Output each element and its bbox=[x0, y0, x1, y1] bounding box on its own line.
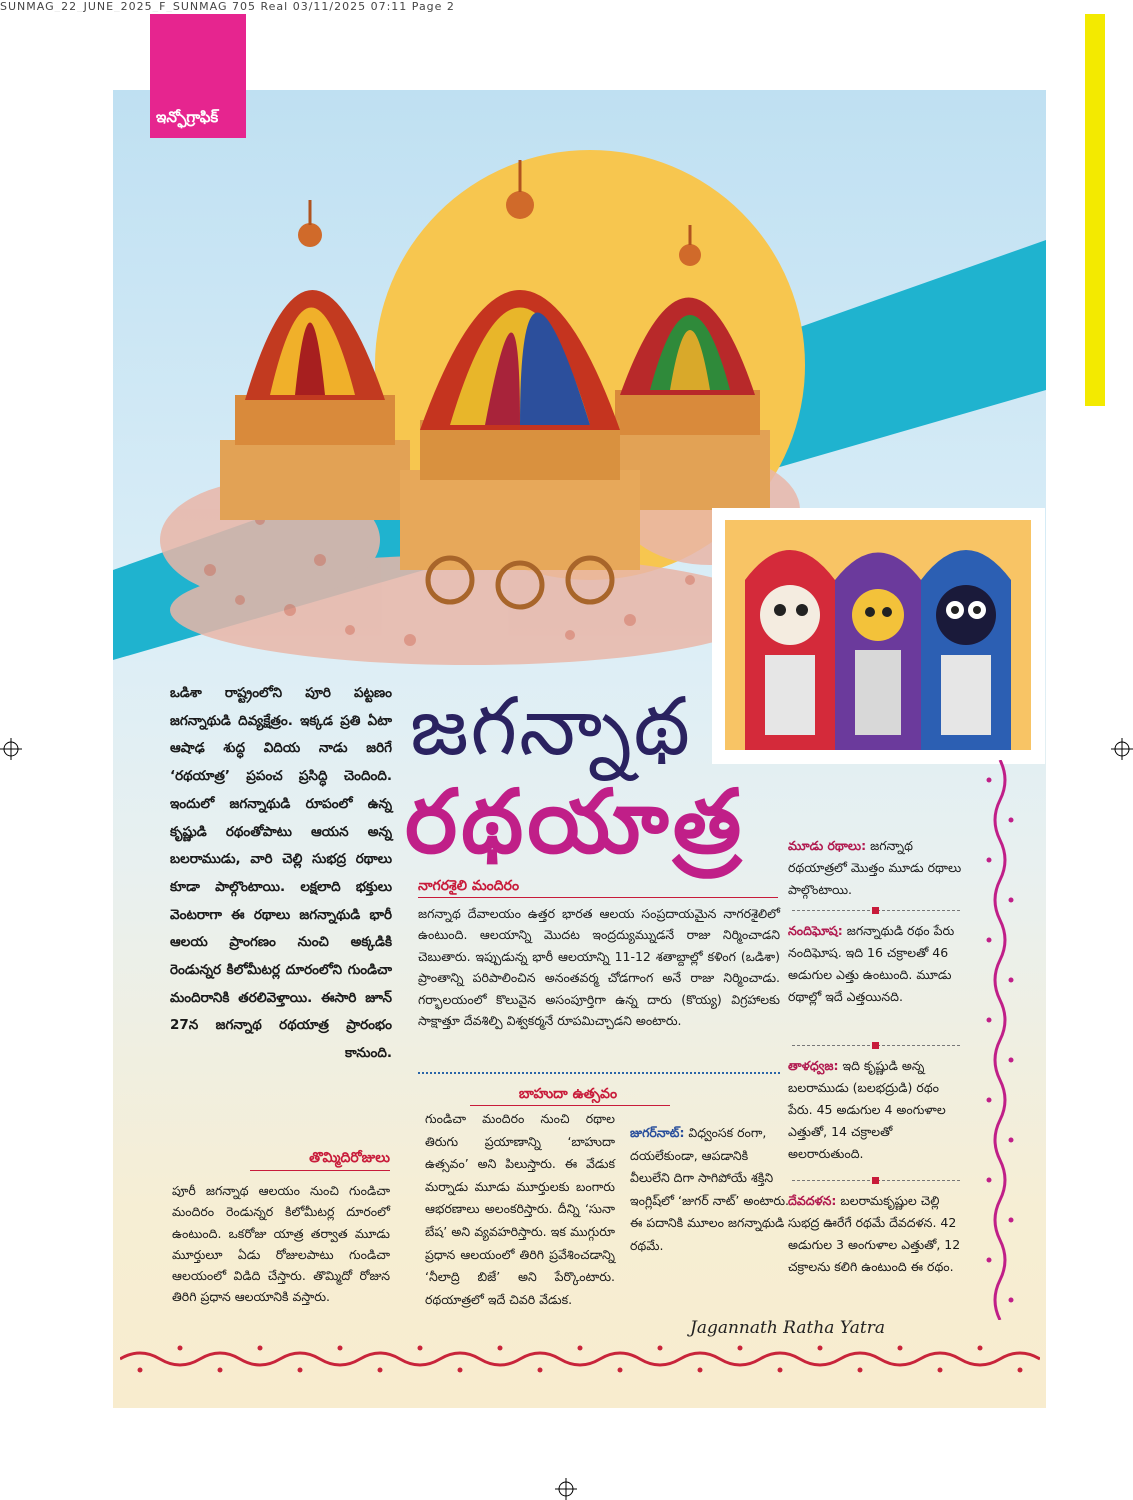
vertical-decorative-border bbox=[985, 760, 1015, 1320]
nagara-heading: నాగరశైలి మందిరం bbox=[418, 878, 520, 894]
sidebar-item-text: ఇది కృష్ణుడి అన్న బలరాముడు (బలభద్రుడి) రథం పేరు. 45 అడుగుల 4 అంగుళాల ఎత్తుతో, 14 చక్రాలతో అలరారుతుంది. bbox=[788, 1058, 946, 1161]
sidebar-item-label: మూడు రథాలు: bbox=[788, 838, 867, 853]
lead-text: ఒడిశా రాష్ట్రంలోని పూరి పట్టణం జగన్నాథుడి దివ్యక్షేత్రం. ఇక్కడ ప్రతి ఏటా ఆషాఢ శుద్ధ విదియ నాడు జరిగే ‘రథయాత్ర’ ప్రపంచ ప్రసిద్ధి చెందింది. ఇందులో జగన్నాథుడి రూపంలో ఉన్న కృష్ణుడి రథంతోపాటు ఆయన అన్న బలరాముడు, వారి చెల్లి సుభద్ర రథాలు కూడా పాల్గొంటాయి. లక్షలాది భక్తులు వెంటరాగా ఈ రథాలు జగన్నాథుడి భారీ ఆలయ ప్రాంగణం నుంచి అక్కడికి రెండున్నర కిలోమీటర్ల దూరంలోని గుండిచా మందిరానికి తరలివెళ్తాయి. ఈసారి జూన్ 27న జగన్నాథ రథయాత్ర ప్రారంభం కానుంది. bbox=[170, 685, 392, 1062]
sidebar-item-label: దేవదళన: bbox=[788, 1193, 837, 1208]
juggernaut-note bbox=[630, 1122, 790, 1258]
juggernaut-text: విధ్వంసక రంగా, దయలేకుండా, ఆపడానికి వీలులేని దిగా సాగిపోయే శక్తిని ఇంగ్లిష్‌లో ‘జుగర్ నాట్’ అంటారు. ఈ పదానికి మూలం జగన్నాథుడి రథమే. bbox=[630, 1125, 790, 1253]
bahuda-text: గుండిచా మందిరం నుంచి రథాల తిరుగు ప్రయాణాన్ని ‘బాహుదా ఉత్సవం’ అని పిలుస్తారు. ఈ వేడుక మర్నాడు మూడు మూర్తులకు బంగారు ఆభరణాలు అలంకరిస్తారు. దీన్ని ‘సునా బేష’ అని వ్యవహరిస్తారు. ఇక ముగ్గురూ ప్రధాన ఆలయంలో తిరిగి ప్రవేశించడాన్ని ‘నీలాద్రి బిజే’ అని పేర్కొంటారు. రథయాత్రలో ఇదే చివరి వేడుక. bbox=[425, 1111, 615, 1307]
lead-paragraph bbox=[170, 680, 392, 1100]
crop-mark-bottom bbox=[555, 1478, 577, 1500]
balabhadra-figure bbox=[745, 550, 835, 750]
bahuda-rule bbox=[470, 1105, 670, 1106]
signature: Jagannath Ratha Yatra bbox=[690, 1318, 885, 1338]
juggernaut-label: జుగర్‌నాట్: bbox=[630, 1125, 685, 1140]
nine-days-rule bbox=[250, 1170, 390, 1171]
sidebar-item-text: జగన్నాథుడి రథం పేరు నందిఘోష. ఇది 16 చక్రాలతో 46 అడుగుల ఎత్తు ఉంటుంది. మూడు రథాల్లో ఇదే ఎత్తయినది. bbox=[788, 923, 955, 1004]
title-line-2: రథయాత్ర bbox=[405, 770, 746, 873]
sidebar-item-nandighosha bbox=[788, 920, 963, 1008]
nagara-text: జగన్నాథ దేవాలయం ఉత్తర భారత ఆలయ సంప్రదాయమైన నాగరశైలిలో ఉంటుంది. ఆలయాన్ని మొదట ఇంద్రద్యుమ్నుడనే రాజు నిర్మించాడని చెబుతారు. ఇప్పుడున్న భారీ ఆలయాన్ని 11-12 శతాబ్దాల్లో కళింగ (ఒడిశా) ప్రాంతాన్ని పరిపాలించిన అనంతవర్మ చోడగాంగ అనే రాజు నిర్మించాడు. గర్భాలయంలో కొలువైన అసంపూర్తిగా ఉన్న దారు (కొయ్య) విగ్రహాలకు సాక్షాత్తూ దేవశిల్పి విశ్వకర్మనే రూపమిచ్చాడని అంటారు. bbox=[418, 906, 780, 1029]
print-slug: SUNMAG_22_JUNE_2025_F_SUNMAG 705 Real 03/11/2025 07:11 Page 2 bbox=[0, 0, 455, 12]
sidebar-item-devadalana bbox=[788, 1190, 963, 1278]
title-line-1: జగన్నాథ bbox=[410, 680, 692, 773]
horizontal-decorative-border bbox=[120, 1345, 1040, 1373]
sidebar-item-text: జగన్నాథ రథయాత్రలో మొత్తం మూడు రథాలు పాల్గొంటాయి. bbox=[788, 838, 962, 897]
sidebar-separator bbox=[792, 1180, 960, 1181]
section-tag-label: ఇన్ఫోగ్రాఫిక్ bbox=[156, 108, 219, 126]
section-tag bbox=[150, 14, 246, 138]
sidebar-separator bbox=[792, 1045, 960, 1046]
crop-mark-left bbox=[0, 738, 22, 760]
chariots-illustration bbox=[150, 140, 800, 680]
nine-days-text: పూరీ జగన్నాథ ఆలయం నుంచి గుండిచా మందిరం రెండున్నర కిలోమీటర్ల దూరంలో ఉంటుంది. ఒకరోజు యాత్ర తర్వాత మూడు మూర్తులూ ఏడు రోజులపాటు గుండిచా ఆలయంలో విడిది చేస్తారు. తొమ్మిదో రోజున తిరిగి ప్రధాన ఆలయానికి వస్తారు. bbox=[172, 1183, 390, 1305]
deity-triad-image bbox=[725, 520, 1031, 750]
sidebar-item-label: తాళధ్వజ: bbox=[788, 1058, 839, 1073]
nine-days-heading: తొమ్మిదిరోజులు bbox=[309, 1150, 390, 1166]
left-chariot bbox=[220, 200, 410, 520]
dotted-divider bbox=[418, 1072, 780, 1074]
color-bar bbox=[1085, 14, 1105, 406]
sidebar-separator bbox=[792, 910, 960, 911]
crop-mark-right bbox=[1111, 738, 1133, 760]
nagara-rule bbox=[418, 897, 778, 898]
sidebar-item-three-chariots bbox=[788, 835, 963, 901]
sidebar-item-label: నందిఘోష: bbox=[788, 923, 843, 938]
subhadra-figure bbox=[835, 553, 921, 751]
sidebar-item-text: బలరామకృష్ణుల చెల్లి సుభద్ర ఊరేగే రథమే దేవదళన. 42 అడుగుల 3 అంగుళాల ఎత్తుతో, 12 చక్రాలను కలిగి ఉంటుంది ఈ రథం. bbox=[788, 1193, 961, 1274]
bahuda-heading: బాహుదా ఉత్సవం bbox=[518, 1086, 618, 1102]
jagannath-figure bbox=[921, 550, 1011, 750]
center-chariot bbox=[400, 160, 640, 607]
sidebar-item-taladhwaja bbox=[788, 1055, 963, 1165]
right-chariot bbox=[600, 225, 770, 510]
